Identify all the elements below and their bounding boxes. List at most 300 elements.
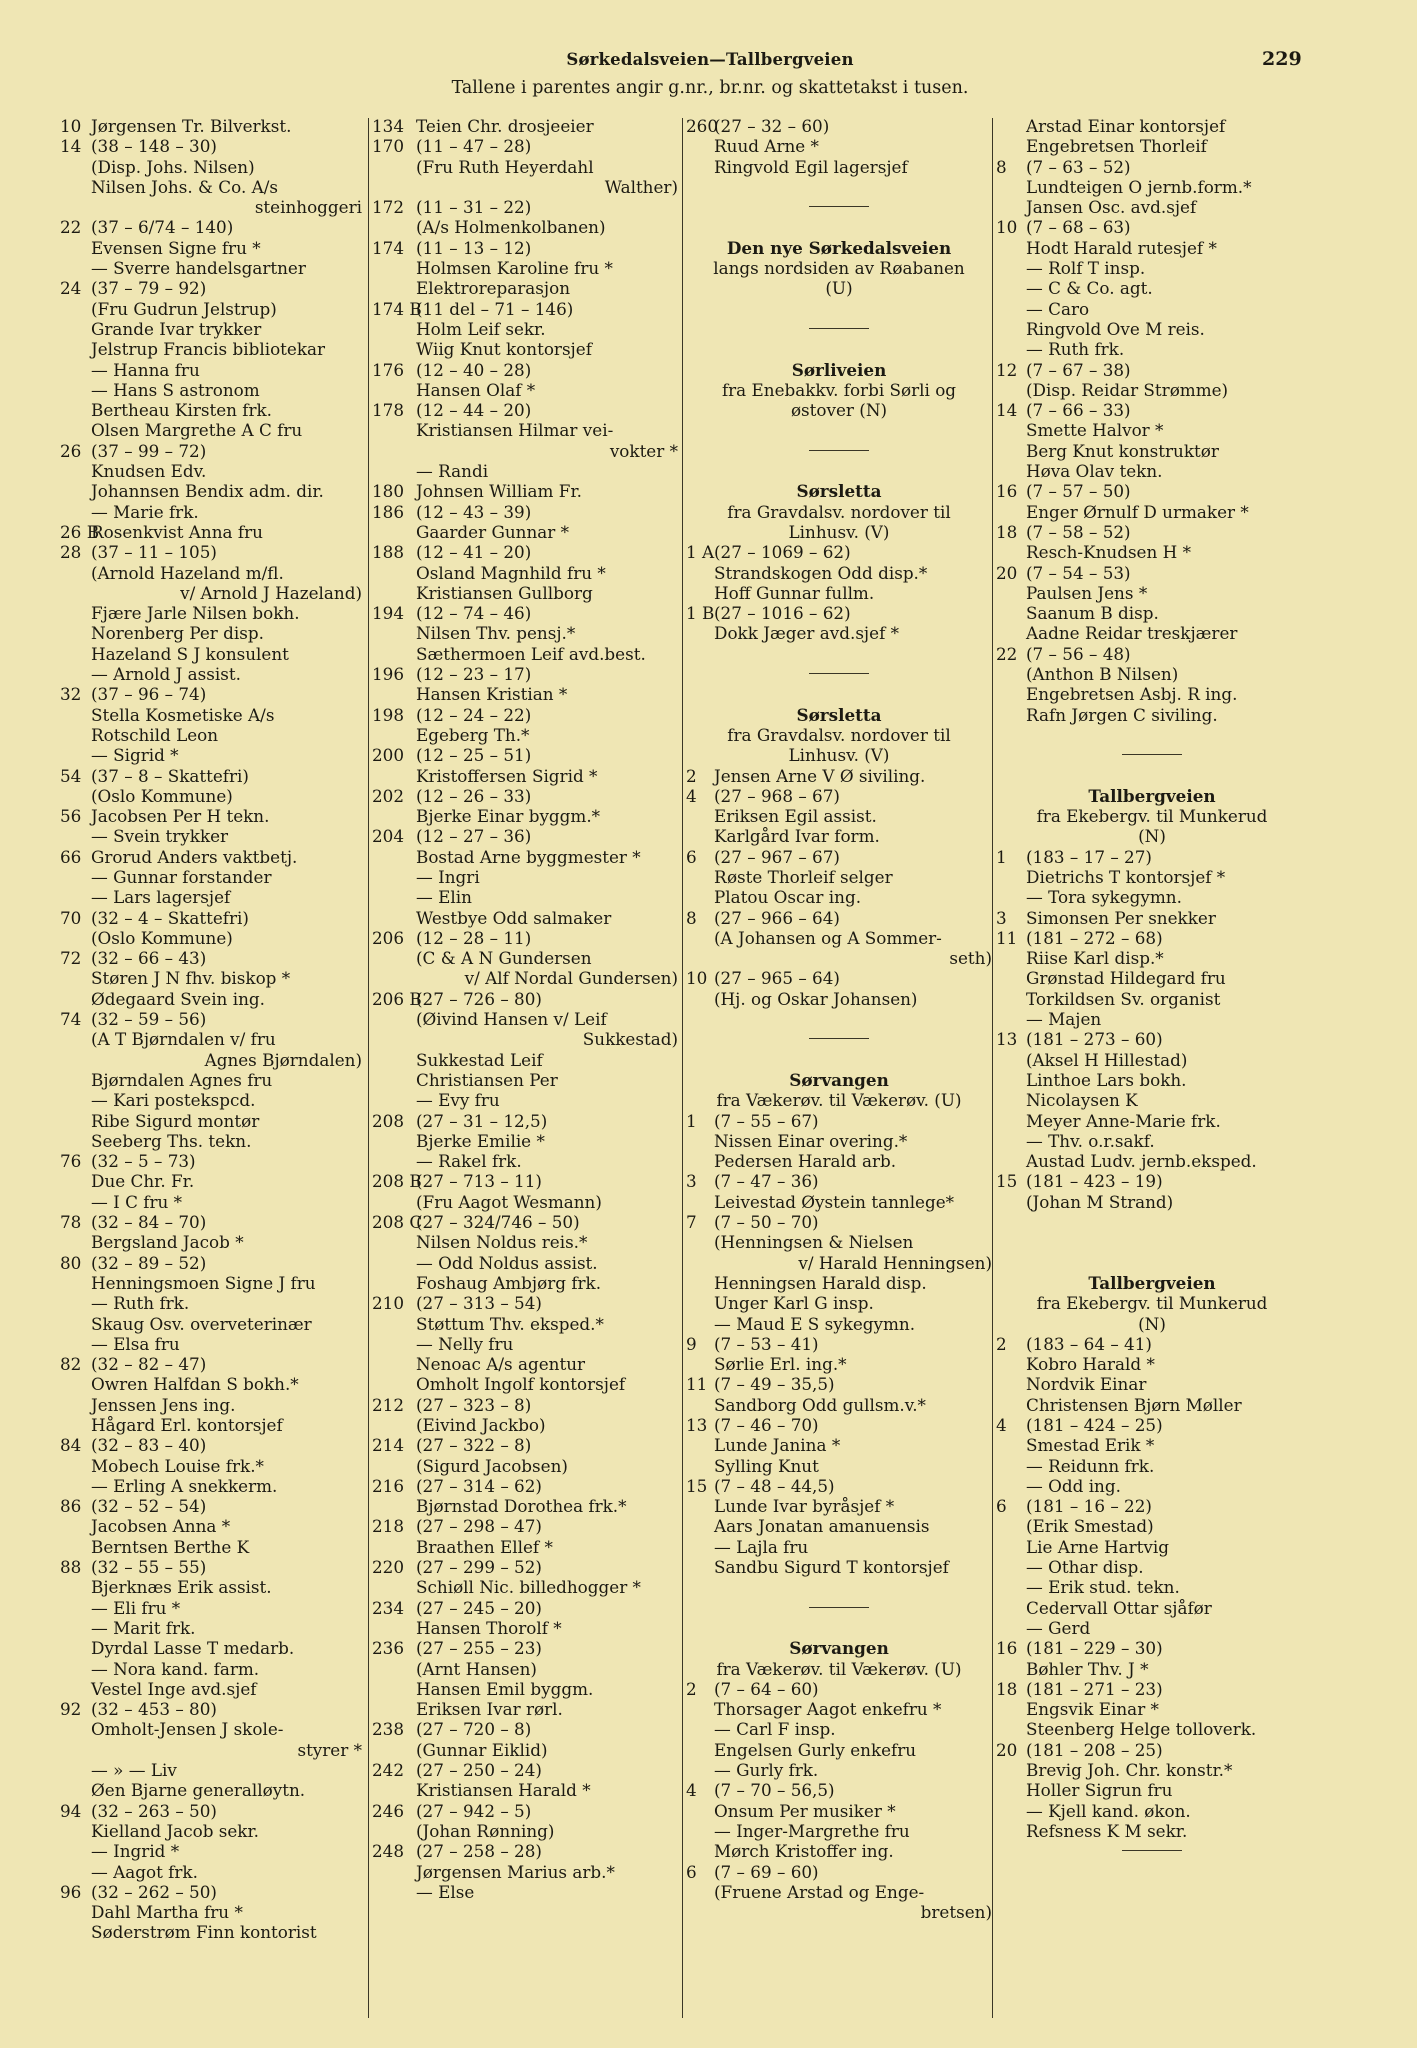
entry-text: (Arnt Hansen) — [416, 1658, 537, 1679]
entry-text: (32 – 453 – 80) — [91, 1699, 217, 1720]
directory-entry — [372, 1253, 678, 1273]
directory-entry — [372, 1679, 678, 1699]
entry-text: Wiig Knut kontorsjef — [416, 339, 592, 360]
entry-text: (7 – 53 – 41) — [714, 1333, 819, 1354]
entry-text: (12 – 44 – 20) — [416, 400, 532, 421]
house-number: 180 — [372, 481, 405, 502]
directory-entry — [996, 1618, 1308, 1638]
entry-continuation: v/ Harald Henningsen) — [798, 1252, 992, 1273]
house-number: 15 — [996, 1171, 1018, 1192]
house-number: 16 — [996, 1638, 1018, 1659]
directory-entry — [60, 1253, 362, 1273]
entry-text: (7 – 55 – 67) — [714, 1110, 819, 1131]
house-number: 238 — [372, 1719, 405, 1740]
entry-text: Kristiansen Gullborg — [416, 582, 593, 603]
house-number: 170 — [372, 136, 405, 157]
directory-entry — [60, 1131, 362, 1151]
entry-text: Westbye Odd salmaker — [416, 907, 612, 928]
entry-text: (27 – 968 – 67) — [714, 785, 840, 806]
house-number: 84 — [60, 1435, 82, 1456]
entry-text: (27 – 314 – 62) — [416, 1475, 542, 1496]
house-number: 7 — [686, 1212, 697, 1233]
entry-text: — Odd Noldus assist. — [416, 1252, 598, 1273]
directory-entry — [372, 339, 678, 359]
entry-text: Eriksen Ivar rørl. — [416, 1699, 563, 1720]
directory-entry — [372, 217, 678, 237]
entry-text: (Fru Gudrun Jelstrup) — [91, 298, 277, 319]
directory-entry — [60, 319, 362, 339]
house-number: 208 B — [372, 1171, 422, 1192]
directory-entry — [996, 319, 1308, 339]
directory-entry — [996, 1659, 1308, 1679]
directory-entry — [372, 1009, 678, 1029]
entry-text: (27 – 255 – 23) — [416, 1638, 542, 1659]
directory-entry — [996, 197, 1308, 217]
entry-text: (7 – 57 – 50) — [1026, 481, 1131, 502]
street-description: fra Vækerøv. til Vækerøv. (U) — [716, 1658, 962, 1679]
house-number: 10 — [60, 116, 82, 136]
entry-text: (37 – 8 – Skattefri) — [91, 765, 249, 786]
entry-text: (7 – 49 – 35,5) — [714, 1374, 835, 1395]
entry-text: Berg Knut konstruktør — [1026, 440, 1219, 461]
entry-text: — Ingri — [416, 866, 480, 887]
entry-text: (183 – 17 – 27) — [1026, 846, 1152, 867]
entry-text: Braathen Ellef * — [416, 1536, 553, 1557]
directory-entry — [996, 1476, 1308, 1496]
house-number: 88 — [60, 1557, 82, 1578]
directory-entry — [60, 502, 362, 522]
directory-entry — [686, 1801, 992, 1821]
entry-text: (12 – 28 – 11) — [416, 927, 532, 948]
directory-entry — [60, 1192, 362, 1212]
entry-text: Gaarder Gunnar * — [416, 521, 570, 542]
directory-entry — [686, 1171, 992, 1191]
entry-text: — Marit frk. — [91, 1617, 196, 1638]
entry-text: Torkildsen Sv. organist — [1026, 988, 1221, 1009]
directory-entry — [996, 908, 1308, 928]
directory-entry — [60, 887, 362, 907]
entry-text: Nenoac A/s agentur — [416, 1354, 586, 1375]
directory-entry — [686, 116, 992, 136]
entry-text: Hansen Olaf * — [416, 379, 536, 400]
entry-text: Aadne Reidar treskjærer — [1026, 623, 1238, 644]
directory-entry — [372, 725, 678, 745]
entry-text: Vestel Inge avd.sjef — [91, 1678, 257, 1699]
house-number: 9 — [686, 1333, 697, 1354]
entry-text: (38 – 148 – 30) — [91, 136, 217, 157]
entry-text: Smette Halvor * — [1026, 420, 1164, 441]
entry-text: Sylling Knut — [714, 1455, 819, 1476]
street-description: fra Gravdalsv. nordover til — [727, 501, 951, 522]
directory-entry — [60, 136, 362, 156]
directory-entry — [686, 136, 992, 156]
house-number: 96 — [60, 1881, 82, 1902]
directory-entry — [372, 1801, 678, 1821]
entry-text: — Lars lagersjef — [91, 887, 231, 908]
entry-text: Sandbu Sigurd T kontorsjef — [714, 1557, 949, 1578]
directory-entry — [686, 786, 992, 806]
entry-text: Karlgård Ivar form. — [714, 826, 880, 847]
entry-text: — Sigrid * — [91, 745, 179, 766]
directory-entry — [996, 1760, 1308, 1780]
directory-entry — [60, 481, 362, 501]
spacer — [686, 461, 992, 481]
entry-text: (181 – 424 – 25) — [1026, 1415, 1163, 1435]
entry-text: Rosenkvist Anna fru — [91, 521, 263, 542]
directory-entry — [372, 1618, 678, 1638]
directory-entry — [60, 299, 362, 319]
entry-text: Austad Ludv. jernb.eksped. — [1026, 1151, 1257, 1172]
entry-text: Kristoffersen Sigrid * — [416, 765, 598, 786]
directory-entry — [60, 1374, 362, 1394]
entry-text: — Randi — [416, 461, 489, 482]
directory-entry — [60, 644, 362, 664]
section-divider — [996, 745, 1308, 765]
directory-entry — [372, 1740, 678, 1760]
entry-text: Henningsmoen Signe J fru — [91, 1272, 316, 1293]
entry-text: (37 – 11 – 105) — [91, 542, 217, 563]
entry-text: Omholt Ingolf kontorsjef — [416, 1374, 626, 1395]
entry-text: Røste Thorleif selger — [714, 866, 893, 887]
directory-entry — [60, 1354, 362, 1374]
directory-entry — [996, 481, 1308, 501]
entry-text: — Maud E S sykegymn. — [714, 1313, 916, 1334]
entry-continuation: vokter * — [609, 440, 678, 461]
directory-entry — [686, 826, 992, 846]
house-number: 54 — [60, 765, 82, 786]
directory-entry — [686, 1516, 992, 1536]
house-number: 13 — [996, 1029, 1018, 1050]
street-description: (N) — [1138, 826, 1166, 847]
directory-entry — [686, 908, 992, 928]
entry-text: Kielland Jacob sekr. — [91, 1820, 259, 1841]
entry-text: (181 – 208 – 25) — [1026, 1739, 1163, 1760]
directory-entry — [996, 1740, 1308, 1760]
directory-entry — [996, 1456, 1308, 1476]
directory-entry — [686, 563, 992, 583]
entry-text: (Arnold Hazeland m/fl. — [91, 562, 284, 583]
directory-entry — [996, 664, 1308, 684]
entry-text: (12 – 26 – 33) — [416, 785, 532, 806]
entry-text: Lunde Ivar byråsjef * — [714, 1496, 895, 1517]
directory-entry — [686, 1395, 992, 1415]
directory-entry — [686, 1111, 992, 1131]
entry-text: (7 – 64 – 60) — [714, 1678, 819, 1699]
house-number: 10 — [686, 968, 708, 989]
directory-entry — [996, 1050, 1308, 1070]
house-number: 12 — [996, 359, 1018, 380]
directory-entry — [996, 948, 1308, 968]
directory-entry — [996, 339, 1308, 359]
directory-entry — [60, 1070, 362, 1090]
directory-entry — [996, 1557, 1308, 1577]
section-divider — [686, 197, 992, 217]
house-number: 202 — [372, 785, 405, 806]
entry-text: Hoff Gunnar fullm. — [714, 582, 875, 603]
directory-entry — [60, 725, 362, 745]
directory-entry — [996, 968, 1308, 988]
house-number: 78 — [60, 1212, 82, 1233]
directory-entry — [372, 1395, 678, 1415]
entry-text: Jacobsen Per H tekn. — [91, 806, 270, 827]
directory-entry — [372, 664, 678, 684]
house-number: 11 — [996, 927, 1018, 948]
entry-text: — Sverre handelsgartner — [91, 258, 306, 279]
directory-entry — [60, 1598, 362, 1618]
directory-entry — [372, 116, 678, 136]
directory-entry — [60, 826, 362, 846]
house-number: 214 — [372, 1435, 405, 1456]
directory-entry — [372, 1192, 678, 1212]
directory-entry — [60, 1841, 362, 1861]
entry-text: (27 – 323 – 8) — [416, 1394, 532, 1415]
spacer — [996, 1253, 1308, 1273]
directory-entry — [60, 1516, 362, 1536]
entry-text: Rafn Jørgen C siviling. — [1026, 704, 1218, 725]
directory-entry — [996, 522, 1308, 542]
directory-entry — [372, 989, 678, 1009]
entry-text: (181 – 423 – 19) — [1026, 1171, 1163, 1192]
house-number: 74 — [60, 1009, 82, 1030]
entry-text: (12 – 40 – 28) — [416, 359, 532, 380]
house-number: 196 — [372, 664, 405, 685]
spacer — [686, 299, 992, 319]
directory-entry — [60, 1557, 362, 1577]
entry-text: Engsvik Einar * — [1026, 1699, 1159, 1720]
entry-text: Ringvold Ove M reis. — [1026, 318, 1205, 339]
house-number: 248 — [372, 1841, 405, 1862]
directory-entry — [996, 1638, 1308, 1658]
directory-entry — [60, 1922, 362, 1942]
directory-entry — [996, 1821, 1308, 1841]
directory-entry — [60, 806, 362, 826]
entry-text: Owren Halfdan S bokh.* — [91, 1374, 299, 1395]
directory-entry — [686, 989, 992, 1009]
directory-entry — [60, 1862, 362, 1882]
entry-continuation: Sukkestad) — [582, 1029, 678, 1050]
directory-entry — [686, 583, 992, 603]
directory-entry — [60, 968, 362, 988]
directory-entry — [60, 1496, 362, 1516]
directory-entry — [60, 989, 362, 1009]
directory-entry — [996, 380, 1308, 400]
entry-text: (Erik Smestad) — [1026, 1516, 1154, 1537]
directory-entry — [372, 1516, 678, 1536]
column-divider — [368, 118, 369, 2018]
house-number: 82 — [60, 1354, 82, 1375]
entry-text: Hazeland S J konsulent — [91, 643, 289, 664]
directory-entry — [996, 217, 1308, 237]
house-number: 20 — [996, 1739, 1018, 1760]
directory-entry — [372, 360, 678, 380]
entry-text: — Nora kand. farm. — [91, 1658, 260, 1679]
house-number: 188 — [372, 542, 405, 563]
entry-text: Bøhler Thv. J * — [1026, 1658, 1149, 1679]
directory-entry — [60, 1760, 362, 1780]
entry-text: (12 – 25 – 51) — [416, 745, 532, 766]
entry-text: — Evy fru — [416, 1090, 500, 1111]
directory-entry — [372, 1557, 678, 1577]
entry-text: Jørgensen Tr. Bilverkst. — [91, 116, 292, 136]
entry-text: Lundteigen O jernb.form.* — [1026, 176, 1252, 197]
directory-entry — [686, 887, 992, 907]
entry-text: (27 – 32 – 60) — [714, 116, 830, 136]
directory-entry — [60, 400, 362, 420]
house-number: 172 — [372, 197, 405, 218]
directory-entry — [372, 258, 678, 278]
spacer — [996, 766, 1308, 786]
entry-text: Steenberg Helge tolloverk. — [1026, 1719, 1257, 1740]
directory-entry — [60, 684, 362, 704]
directory-entry — [372, 1374, 678, 1394]
entry-text: Refsness K M sekr. — [1026, 1820, 1188, 1841]
entry-text: Platou Oscar ing. — [714, 887, 862, 908]
directory-entry — [686, 1821, 992, 1841]
directory-entry — [60, 1638, 362, 1658]
entry-text: (37 – 96 – 74) — [91, 684, 207, 705]
entry-text: (27 – 31 – 12,5) — [416, 1110, 548, 1131]
entry-text: Egeberg Th.* — [416, 724, 530, 745]
directory-entry — [372, 136, 678, 156]
street-description: fra Enebakkv. forbi Sørli og — [721, 379, 957, 400]
directory-entry — [60, 1821, 362, 1841]
entry-text: — Tora sykegymn. — [1026, 887, 1182, 908]
entry-text: (183 – 64 – 41) — [1026, 1333, 1152, 1354]
directory-entry — [60, 563, 362, 583]
entry-text: — Thv. o.r.sakf. — [1026, 1130, 1155, 1151]
house-number: 178 — [372, 400, 405, 421]
house-number: 206 B — [372, 988, 422, 1009]
directory-entry — [60, 1232, 362, 1252]
entry-text: (7 – 69 – 60) — [714, 1861, 819, 1882]
entry-text: — Elin — [416, 887, 472, 908]
directory-entry — [60, 420, 362, 440]
directory-entry — [372, 1862, 678, 1882]
directory-entry — [60, 1293, 362, 1313]
directory-entry — [686, 1293, 992, 1313]
entry-text: (Oslo Kommune) — [91, 927, 233, 948]
entry-text: (181 – 271 – 23) — [1026, 1678, 1163, 1699]
street-description: fra Vækerøv. til Vækerøv. (U) — [716, 1090, 962, 1111]
house-number: 16 — [996, 481, 1018, 502]
house-number: 26 — [60, 440, 82, 461]
entry-text: — Inger-Margrethe fru — [714, 1820, 910, 1841]
entry-text: Elektroreparasjon — [416, 278, 571, 299]
entry-text: (7 – 50 – 70) — [714, 1212, 819, 1233]
street-heading: Sørvangen — [789, 1069, 889, 1090]
directory-entry — [60, 867, 362, 887]
entry-text: — Eli fru * — [91, 1597, 181, 1618]
entry-text: Eriksen Egil assist. — [714, 806, 877, 827]
directory-entry — [60, 1577, 362, 1597]
directory-entry — [996, 1577, 1308, 1597]
directory-entry — [686, 1780, 992, 1800]
directory-entry — [996, 441, 1308, 461]
house-number: 66 — [60, 846, 82, 867]
entry-text: (37 – 99 – 72) — [91, 440, 207, 461]
entry-text: Resch-Knudsen H * — [1026, 542, 1191, 563]
column-1 — [60, 116, 362, 2036]
entry-text: (12 – 27 – 36) — [416, 826, 532, 847]
directory-entry — [372, 867, 678, 887]
house-number: 206 — [372, 927, 405, 948]
entry-text: Christiansen Per — [416, 1069, 558, 1090]
directory-entry — [996, 1151, 1308, 1171]
directory-entry — [686, 542, 992, 562]
entry-text: Jacobsen Anna * — [91, 1516, 231, 1537]
entry-continuation: v/ Arnold J Hazeland) — [180, 582, 362, 603]
directory-entry — [686, 1131, 992, 1151]
directory-entry — [60, 1679, 362, 1699]
directory-entry — [60, 1780, 362, 1800]
entry-text: (27 – 965 – 64) — [714, 968, 840, 989]
directory-entry — [686, 1232, 992, 1252]
entry-text: Berntsen Berthe K — [91, 1536, 250, 1557]
entry-text: — Lajla fru — [714, 1536, 809, 1557]
house-number: 186 — [372, 501, 405, 522]
entry-text: (12 – 23 – 17) — [416, 664, 532, 685]
directory-entry — [372, 1496, 678, 1516]
directory-entry — [60, 1111, 362, 1131]
entry-continuation: Walther) — [604, 176, 678, 197]
directory-entry — [996, 157, 1308, 177]
directory-entry — [996, 1435, 1308, 1455]
directory-entry — [996, 583, 1308, 603]
directory-entry — [372, 461, 678, 481]
entry-text: Simonsen Per snekker — [1026, 907, 1216, 928]
entry-text: Henningsen Harald disp. — [714, 1272, 927, 1293]
entry-text: Grønstad Hildegard fru — [1026, 968, 1226, 989]
directory-entry — [996, 461, 1308, 481]
house-number: 15 — [686, 1475, 708, 1496]
entry-text: Johnsen William Fr. — [416, 481, 582, 502]
entry-text: (Johan Rønning) — [416, 1820, 555, 1841]
entry-text: (32 – 89 – 52) — [91, 1252, 207, 1273]
entry-text: Holm Leif sekr. — [416, 318, 546, 339]
entry-text: Jørgensen Marius arb.* — [416, 1861, 615, 1882]
entry-text: (7 – 67 – 38) — [1026, 359, 1131, 380]
directory-entry — [686, 1314, 992, 1334]
entry-text: Nordvik Einar — [1026, 1374, 1147, 1395]
directory-entry — [372, 1821, 678, 1841]
directory-entry — [60, 1273, 362, 1293]
house-number: 56 — [60, 806, 82, 827]
house-number: 70 — [60, 907, 82, 928]
entry-text: (27 – 720 – 8) — [416, 1719, 532, 1740]
entry-text: (7 – 48 – 44,5) — [714, 1475, 835, 1496]
house-number: 18 — [996, 521, 1018, 542]
entry-text: Bjerke Emilie * — [416, 1130, 545, 1151]
directory-entry — [60, 745, 362, 765]
directory-entry — [372, 786, 678, 806]
house-number: 2 — [686, 1678, 697, 1699]
directory-entry — [60, 908, 362, 928]
entry-text: — Marie frk. — [91, 501, 199, 522]
house-number: 220 — [372, 1557, 405, 1578]
directory-entry — [996, 420, 1308, 440]
directory-entry — [372, 197, 678, 217]
directory-entry — [686, 1740, 992, 1760]
directory-entry — [372, 1435, 678, 1455]
spacer — [996, 1232, 1308, 1252]
directory-entry — [60, 258, 362, 278]
section-divider — [686, 441, 992, 461]
house-number: 2 — [996, 1333, 1007, 1354]
spacer — [686, 420, 992, 440]
directory-entry — [60, 623, 362, 643]
directory-entry — [60, 157, 362, 177]
directory-entry — [60, 1334, 362, 1354]
